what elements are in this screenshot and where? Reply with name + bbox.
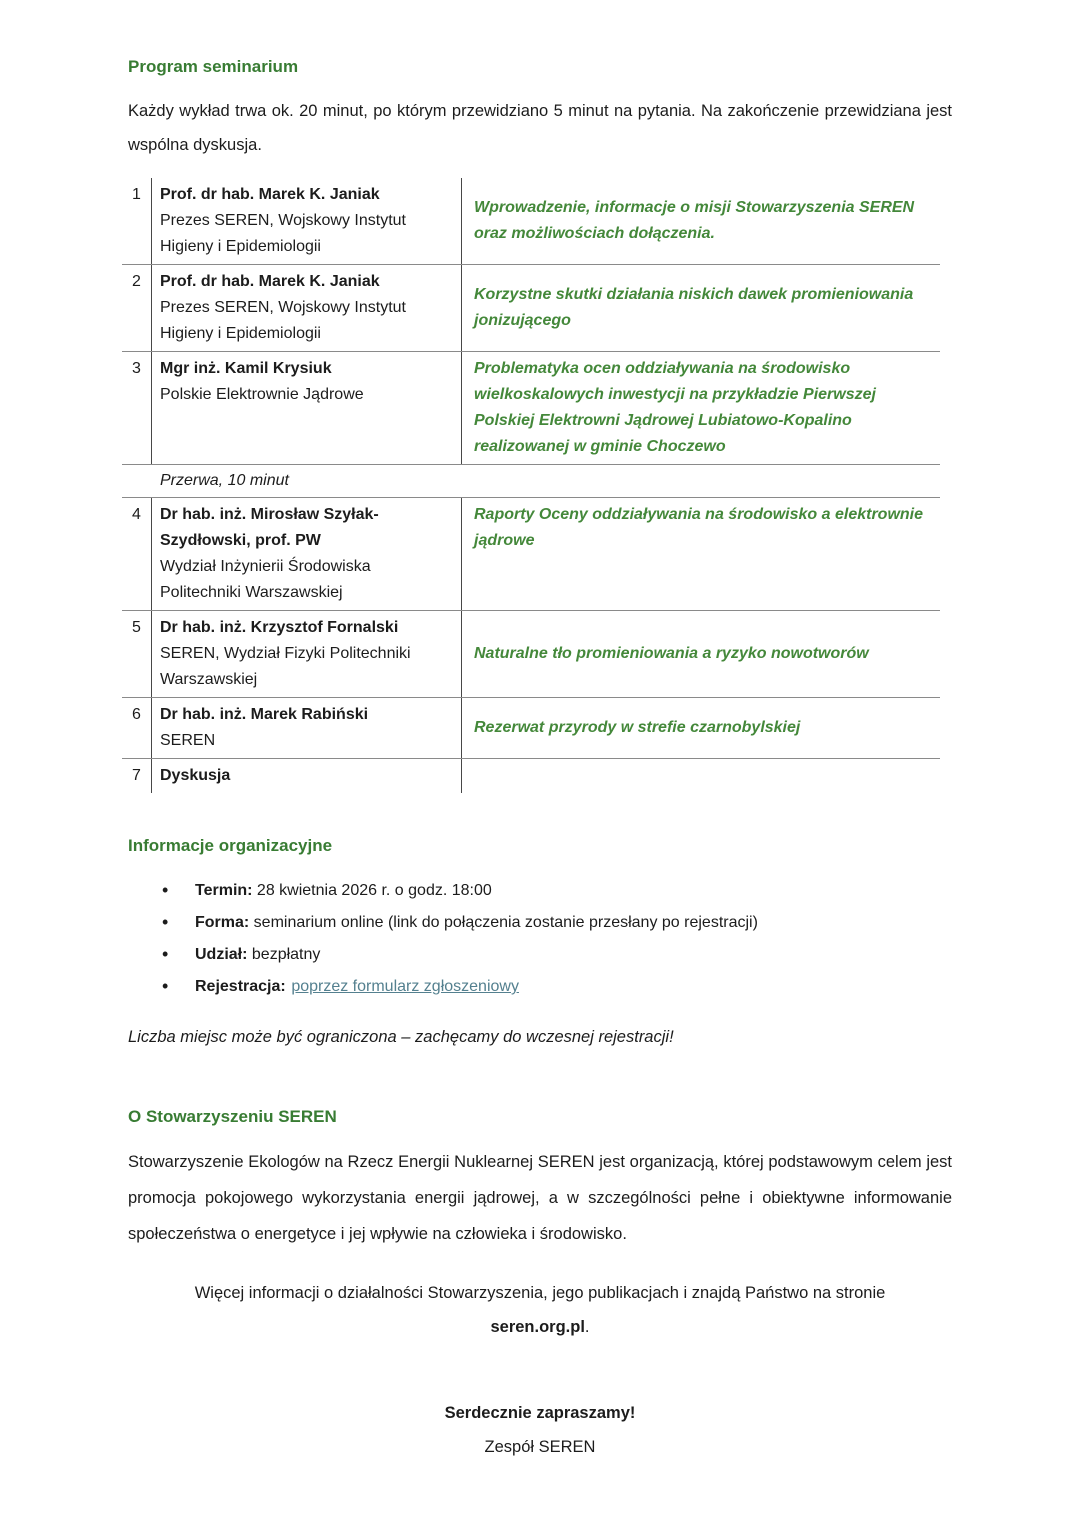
speaker-name: Mgr inż. Kamil Krysiuk — [160, 360, 332, 377]
speaker-affiliation: Polskie Elektrownie Jądrowe — [160, 386, 364, 403]
speaker-affiliation: SEREN — [160, 732, 216, 749]
row-number: 3 — [122, 352, 152, 464]
topic-text: Raporty Oceny oddziaływania na środowisko a elektrownie jądrowe — [474, 506, 924, 549]
row-number: 6 — [122, 698, 152, 758]
speaker-name: Prof. dr hab. Marek K. Janiak — [160, 273, 380, 290]
closing-team: Zespół SEREN — [484, 1438, 596, 1456]
speaker-cell — [152, 759, 462, 793]
bullet-udzial — [162, 939, 952, 970]
program-heading: Program seminarium — [128, 57, 299, 76]
schedule-row-4 — [122, 497, 940, 610]
bullet-forma — [162, 907, 952, 938]
website-text: seren.org.pl — [490, 1318, 585, 1336]
speaker-name: Dyskusja — [160, 767, 231, 784]
topic-cell — [462, 265, 940, 351]
schedule-row-3 — [122, 351, 940, 464]
speaker-name: Dr hab. inż. Marek Rabiński — [160, 706, 369, 723]
org-info-heading: Informacje organizacyjne — [128, 836, 333, 855]
bullet-label: Rejestracja: — [195, 978, 286, 995]
website-suffix: . — [584, 1318, 590, 1336]
bullet-text: bezpłatny — [247, 946, 321, 963]
row-number: 1 — [122, 178, 152, 264]
topic-cell — [462, 759, 940, 793]
topic-cell — [462, 698, 940, 758]
schedule-row-2 — [122, 264, 940, 351]
topic-cell — [462, 611, 940, 697]
about-body: Stowarzyszenie Ekologów na Rzecz Energii Nuklearnej SEREN jest organizacją, której podstawowym celem jest promocja pokojowego wykorzystania energii jądrowej, a w szczególności pełne i obiektywne informowanie społeczeństwa o energetyce i jej wpływie na człowieka i środowisko. — [128, 1153, 952, 1243]
row-number: 2 — [122, 265, 152, 351]
speaker-affiliation: Prezes SEREN, Wojskowy Instytut Higieny i Epidemiologii — [160, 299, 406, 342]
speaker-cell — [152, 265, 462, 351]
bullet-termin — [162, 875, 952, 906]
speaker-name: Prof. dr hab. Marek K. Janiak — [160, 186, 380, 203]
speaker-name: Dr hab. inż. Mirosław Szyłak-Szydłowski, prof. PW — [160, 506, 379, 549]
speaker-cell — [152, 698, 462, 758]
schedule-row-5 — [122, 610, 940, 697]
bullet-label: Udział: — [195, 946, 248, 963]
schedule-row-6 — [122, 697, 940, 758]
topic-cell — [462, 498, 940, 610]
bullet-label: Termin: — [195, 882, 253, 899]
row-number: 7 — [122, 759, 152, 793]
org-info-section — [128, 835, 952, 1054]
program-intro: Każdy wykład trwa ok. 20 minut, po którym przewidziano 5 minut na pytania. Na zakończenie przewidziana jest wspólna dyskusja. — [128, 102, 952, 154]
topic-text: Rezerwat przyrody w strefie czarnobylskiej — [474, 719, 801, 736]
speaker-cell — [152, 352, 462, 464]
break-label: Przerwa, 10 minut — [160, 472, 289, 489]
schedule-row-1 — [122, 178, 940, 264]
topic-text: Wprowadzenie, informacje o misji Stowarzyszenia SEREN oraz możliwościach dołączenia. — [474, 199, 915, 242]
more-info — [128, 1276, 952, 1344]
bullet-label: Forma: — [195, 914, 250, 931]
speaker-cell — [152, 611, 462, 697]
about-section — [128, 1106, 952, 1344]
speaker-affiliation: SEREN, Wydział Fizyki Politechniki Warszawskiej — [160, 645, 411, 688]
speaker-affiliation: Prezes SEREN, Wojskowy Instytut Higieny i Epidemiologii — [160, 212, 406, 255]
bullet-rejestracja — [162, 971, 952, 1002]
seats-note: Liczba miejsc może być ograniczona – zachęcamy do wczesnej rejestracji! — [128, 1028, 674, 1046]
bullet-text: 28 kwietnia 2026 r. o godz. 18:00 — [252, 882, 492, 899]
topic-cell — [462, 352, 940, 464]
bullet-text: seminarium online (link do połączenia zostanie przesłany po rejestracji) — [249, 914, 758, 931]
registration-form-link[interactable]: poprzez formularz zgłoszeniowy — [291, 978, 519, 995]
row-number: 4 — [122, 498, 152, 610]
speaker-name: Dr hab. inż. Krzysztof Fornalski — [160, 619, 399, 636]
topic-text: Korzystne skutki działania niskich dawek promieniowania jonizującego — [474, 286, 914, 329]
closing-section — [128, 1396, 952, 1464]
about-heading: O Stowarzyszeniu SEREN — [128, 1107, 337, 1126]
closing-invite: Serdecznie zapraszamy! — [444, 1404, 636, 1422]
topic-cell — [462, 178, 940, 264]
row-number: 5 — [122, 611, 152, 697]
speaker-cell — [152, 498, 462, 610]
more-info-text: Więcej informacji o działalności Stowarzyszenia, jego publikacjach i znajdą Państwo na stronie — [194, 1284, 886, 1302]
topic-text: Naturalne tło promieniowania a ryzyko nowotworów — [474, 645, 869, 662]
schedule-table — [122, 178, 940, 793]
speaker-cell — [152, 178, 462, 264]
schedule-row-7 — [122, 758, 940, 793]
topic-text: Problematyka ocen oddziaływania na środowisko wielkoskalowych inwestycji na przykładzie Pierwszej Polskiej Elektrowni Jądrowej Lubiatowo-Kopalino realizowanej w gminie Choczewo — [474, 360, 876, 455]
speaker-affiliation: Wydział Inżynierii Środowiska Politechniki Warszawskiej — [160, 558, 371, 601]
org-info-list — [128, 875, 952, 1002]
break-row — [122, 464, 940, 497]
